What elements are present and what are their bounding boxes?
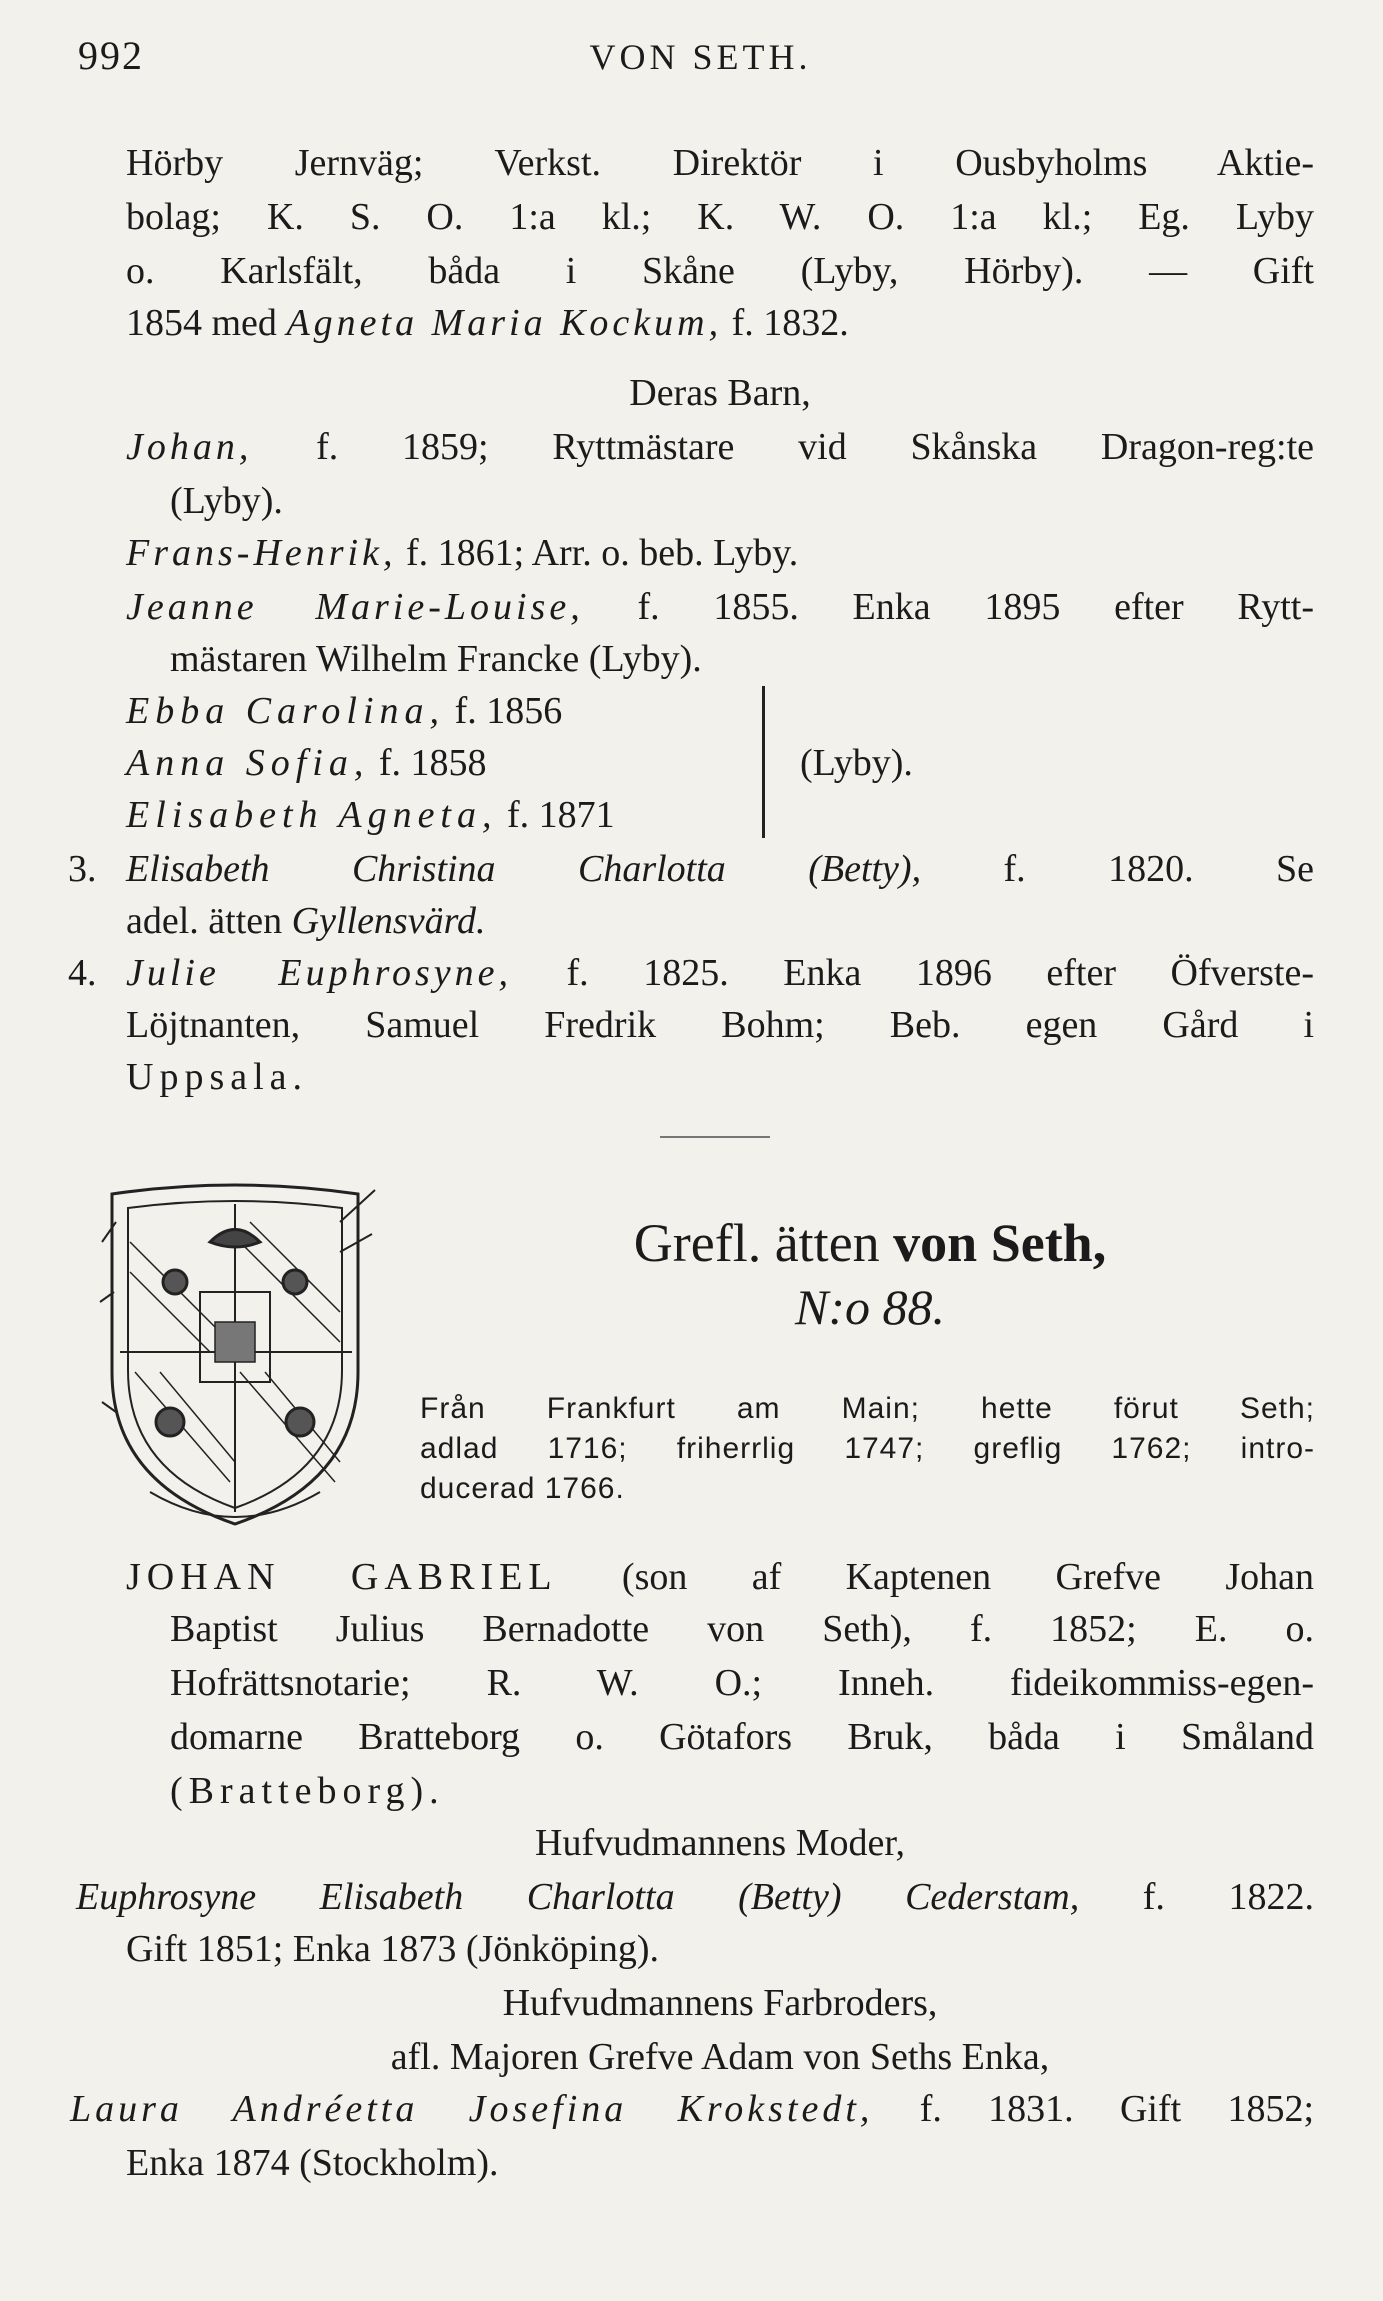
text-line	[126, 584, 1314, 630]
person-name: Frans-Henrik,	[126, 532, 397, 574]
person-name: Elisabeth Christina Charlotta (Betty),	[126, 848, 922, 890]
text-line	[126, 530, 1314, 576]
text-line	[76, 1874, 1314, 1920]
subheading: Hufvudmannens Moder,	[535, 1822, 905, 1864]
text-span: f. 1861; Arr. o. beb. Lyby.	[405, 532, 799, 574]
text-span: f. 1832.	[731, 302, 849, 344]
head-of-family-name: JOHAN GABRIEL	[126, 1556, 558, 1598]
text-line: bolag; K. S. O. 1:a kl.; K. W. O. 1:a kl.; Eg. Lyby	[126, 196, 1314, 238]
text-span: f. 1856	[454, 690, 563, 732]
family-name: Gyllensvärd.	[291, 900, 486, 942]
text-line: mästaren Wilhelm Francke (Lyby).	[170, 638, 702, 680]
note-line: adlad 1716; friherrlig 1747; greflig 1762; intro-	[420, 1432, 1315, 1465]
text-line	[126, 950, 1314, 996]
text-line	[126, 898, 485, 944]
list-number: 3.	[68, 848, 97, 890]
text-line: (Lyby).	[800, 742, 913, 784]
text-line	[126, 300, 1314, 346]
text-line: Hörby Jernväg; Verkst. Direktör i Ousbyholms Aktie-	[126, 142, 1314, 184]
text-span: (son af Kaptenen Grefve Johan	[621, 1556, 1315, 1598]
coat-of-arms	[90, 1182, 380, 1532]
section-title	[420, 1210, 1320, 1276]
subheading: Hufvudmannens Farbroders,	[502, 1982, 938, 2024]
text-span: f. 1855. Enka 1895 efter Rytt-	[637, 586, 1315, 628]
text-span: 1854 med	[126, 302, 277, 344]
text-line	[70, 2086, 1314, 2132]
person-name: Laura Andréetta Josefina Krokstedt,	[70, 2088, 874, 2130]
note-line: ducerad 1766.	[420, 1472, 625, 1505]
text-line	[126, 424, 1314, 470]
text-span: f. 1831. Gift 1852;	[919, 2088, 1315, 2130]
person-name: Anna Sofia,	[126, 742, 370, 784]
running-title: VON SETH.	[589, 37, 812, 77]
subheading-children: Deras Barn,	[629, 372, 811, 414]
text-line: Baptist Julius Bernadotte von Seth), f. 1852; E. o.	[170, 1608, 1314, 1650]
person-name: Ebba Carolina,	[126, 690, 446, 732]
title-part: Grefl. ätten	[633, 1213, 880, 1273]
separator-rule	[660, 1136, 770, 1138]
text-span: adel. ätten	[126, 900, 283, 942]
text-line	[126, 1554, 1314, 1600]
page-number: 992	[78, 33, 144, 78]
spouse-name: Agneta Maria Kockum,	[286, 302, 723, 344]
text-line: Löjtnanten, Samuel Fredrik Bohm; Beb. egen Gård i	[126, 1004, 1314, 1046]
text-span: f. 1825. Enka 1896 efter Öfverste-	[566, 952, 1314, 994]
text-line	[126, 792, 615, 838]
text-line: (Bratteborg).	[170, 1770, 445, 1812]
text-line	[126, 740, 486, 786]
person-name: Jeanne Marie-Louise,	[126, 586, 584, 628]
section-number: N:o 88.	[795, 1279, 945, 1335]
text-line: Hofrättsnotarie; R. W. O.; Inneh. fideikommiss-egen-	[170, 1662, 1314, 1704]
text-line: domarne Bratteborg o. Götafors Bruk, båda i Småland	[170, 1716, 1314, 1758]
note-line: Från Frankfurt am Main; hette förut Seth;	[420, 1392, 1315, 1425]
text-span: f. 1822.	[1142, 1876, 1314, 1918]
text-line: Gift 1851; Enka 1873 (Jönköping).	[126, 1928, 660, 1970]
text-span: f. 1859; Ryttmästare vid Skånska Dragon-reg:te	[316, 426, 1315, 468]
text-line: afl. Majoren Grefve Adam von Seths Enka,	[390, 2036, 1050, 2078]
person-name: Elisabeth Agneta,	[126, 794, 498, 836]
list-number: 4.	[68, 952, 97, 994]
text-span: f. 1858	[378, 742, 487, 784]
text-line	[126, 846, 1314, 892]
text-line	[126, 688, 562, 734]
text-span: f. 1871	[507, 794, 615, 836]
person-name: Euphrosyne Elisabeth Charlotta (Betty) Cederstam,	[76, 1876, 1080, 1918]
text-line: Enka 1874 (Stockholm).	[126, 2142, 499, 2184]
brace	[762, 686, 775, 838]
page-header	[78, 32, 1323, 92]
family-title: von Seth,	[893, 1213, 1107, 1273]
text-span: f. 1820. Se	[1003, 848, 1314, 890]
person-name: Johan,	[126, 426, 253, 468]
person-name: Julie Euphrosyne,	[126, 952, 512, 994]
text-line: Uppsala.	[126, 1056, 309, 1098]
text-line: o. Karlsfält, båda i Skåne (Lyby, Hörby). — Gift	[126, 250, 1314, 292]
text-line: (Lyby).	[170, 480, 283, 522]
